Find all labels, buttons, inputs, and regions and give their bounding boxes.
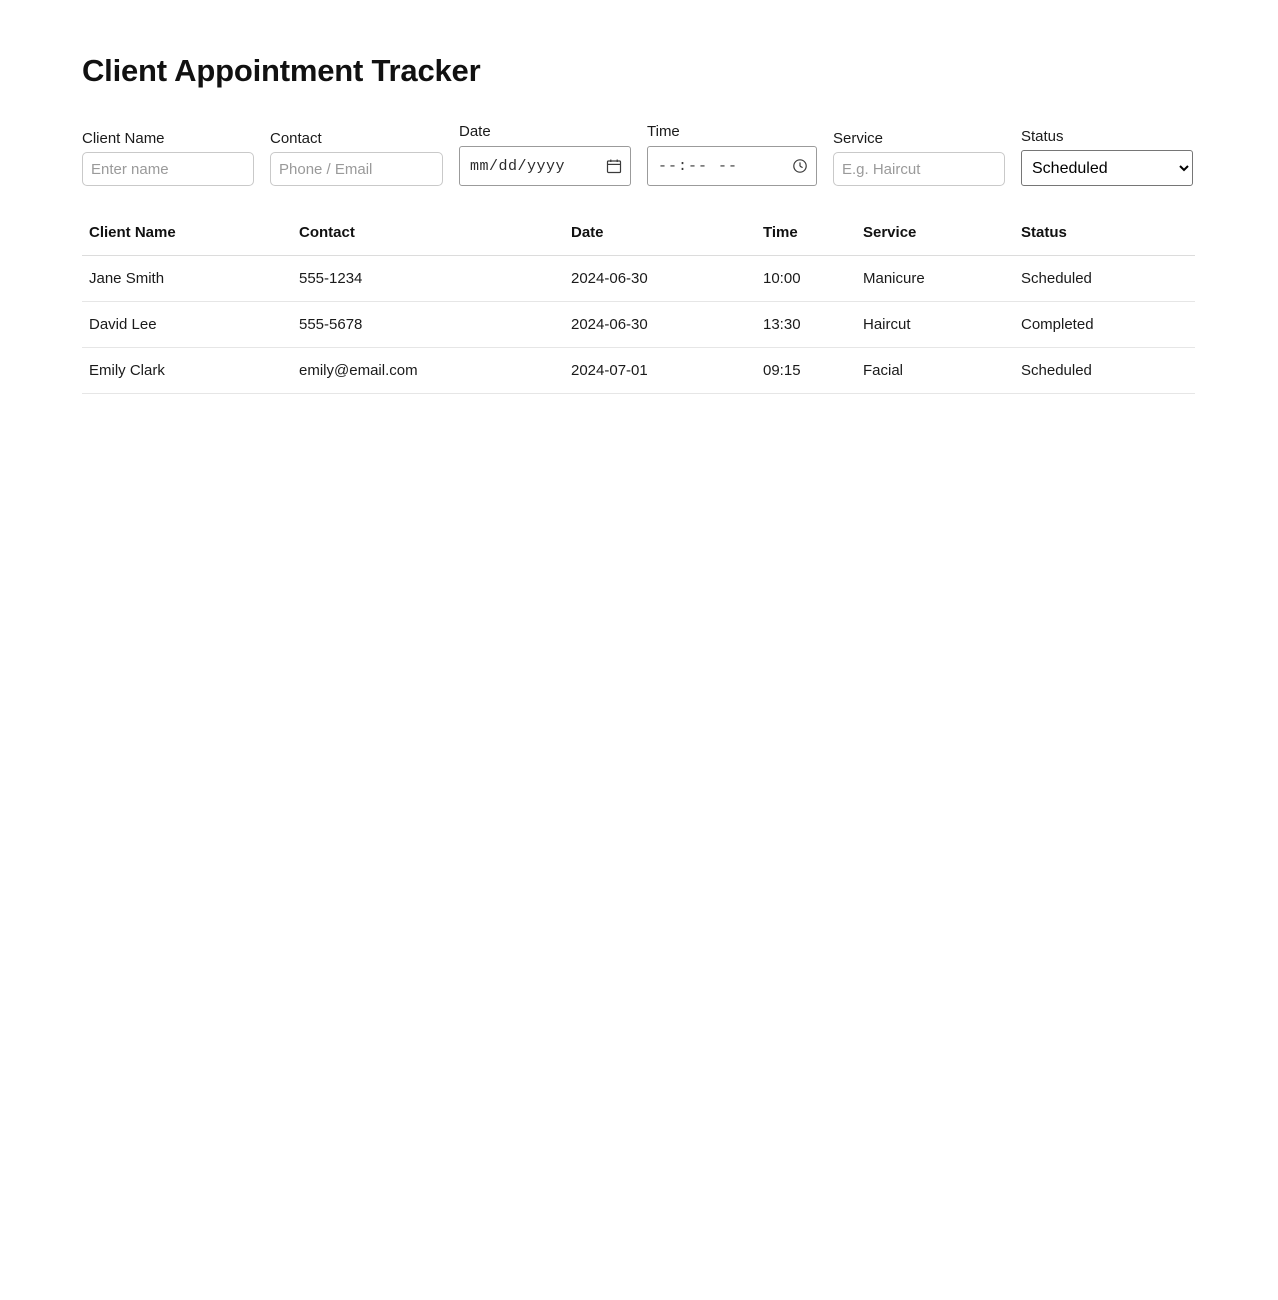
cell-contact: 555-5678 (299, 302, 571, 348)
table-row (82, 348, 1195, 394)
cell-date: 2024-06-30 (571, 302, 763, 348)
cell-status: Scheduled (1021, 348, 1195, 394)
time-placeholder: --:-- -- (658, 157, 739, 175)
time-label: Time (647, 123, 680, 141)
page-title: Client Appointment Tracker (82, 53, 481, 88)
client-name-label: Client Name (82, 130, 165, 148)
status-select[interactable] (1021, 150, 1193, 186)
time-input[interactable] (647, 146, 817, 186)
cell-status: Scheduled (1021, 256, 1195, 302)
cell-time: 13:30 (763, 302, 863, 348)
service-label: Service (833, 130, 884, 148)
field-service (833, 130, 1005, 186)
cell-client-name: Emily Clark (82, 348, 299, 394)
cell-client-name: David Lee (82, 302, 299, 348)
clock-icon[interactable] (792, 158, 808, 174)
field-contact (270, 130, 443, 186)
date-input[interactable] (459, 146, 631, 186)
cell-time: 10:00 (763, 256, 863, 302)
column-header-service: Service (863, 216, 1021, 256)
status-label: Status (1021, 128, 1064, 146)
cell-status: Completed (1021, 302, 1195, 348)
cell-contact: 555-1234 (299, 256, 571, 302)
column-header-client-name: Client Name (82, 216, 299, 256)
column-header-time: Time (763, 216, 863, 256)
cell-client-name: Jane Smith (82, 256, 299, 302)
cell-service: Facial (863, 348, 1021, 394)
date-label: Date (459, 123, 491, 141)
column-header-contact: Contact (299, 216, 571, 256)
cell-date: 2024-07-01 (571, 348, 763, 394)
table-row (82, 256, 1195, 302)
column-header-date: Date (571, 216, 763, 256)
calendar-icon[interactable] (606, 158, 622, 174)
contact-label: Contact (270, 130, 322, 148)
cell-service: Manicure (863, 256, 1021, 302)
service-input[interactable] (833, 152, 1005, 186)
contact-input[interactable] (270, 152, 443, 186)
appointments-table-body (82, 256, 1195, 394)
table-row (82, 302, 1195, 348)
field-client-name (82, 130, 254, 186)
table-header-row (82, 216, 1195, 256)
client-name-input[interactable] (82, 152, 254, 186)
column-header-status: Status (1021, 216, 1195, 256)
field-status (1021, 128, 1193, 186)
date-placeholder: mm/dd/yyyy (470, 157, 566, 175)
cell-contact: emily@email.com (299, 348, 571, 394)
field-date (459, 123, 631, 186)
appointment-form (82, 123, 1196, 186)
cell-time: 09:15 (763, 348, 863, 394)
field-time (647, 123, 817, 186)
cell-service: Haircut (863, 302, 1021, 348)
cell-date: 2024-06-30 (571, 256, 763, 302)
appointments-table (82, 216, 1195, 394)
page-container (0, 0, 1278, 394)
